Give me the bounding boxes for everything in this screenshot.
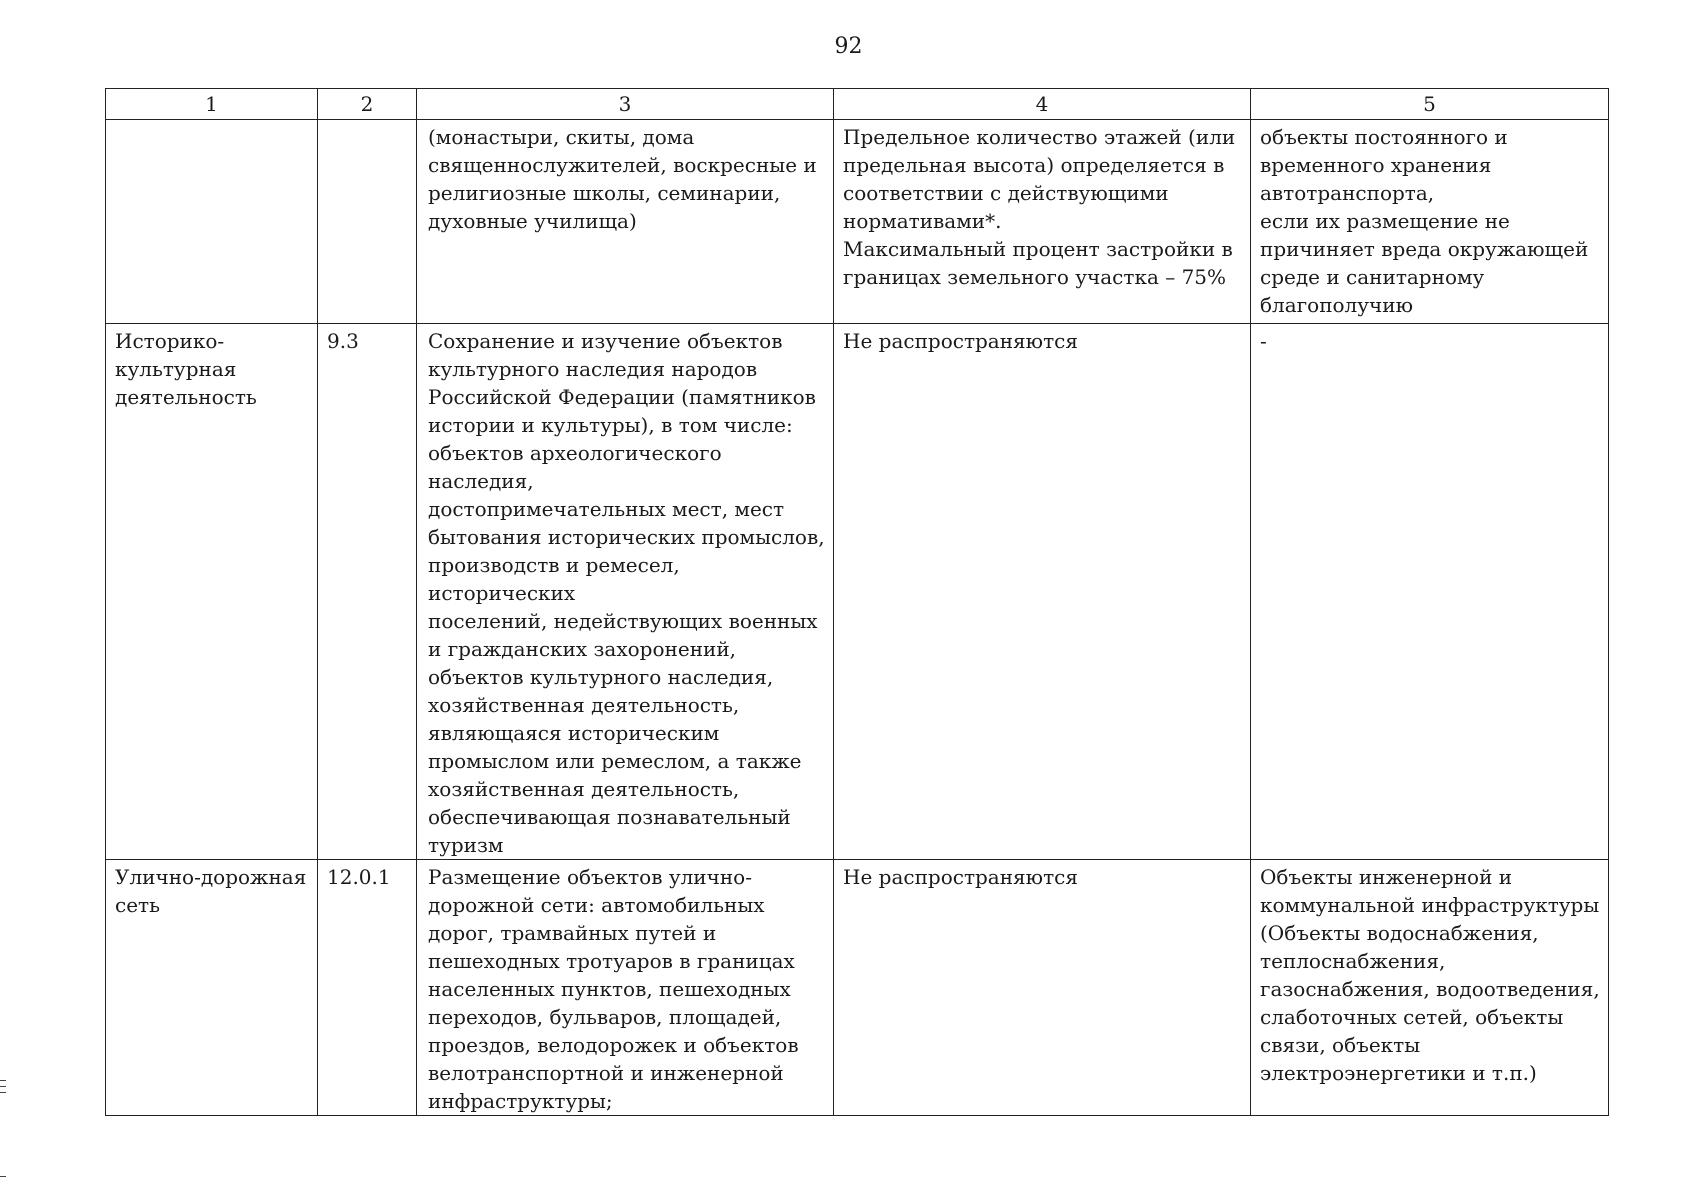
table-header-row bbox=[106, 89, 1609, 120]
cell-auxiliary-text: объекты постоянного и временного хранения автотранспорта, если их размещение не причиняет вреда окружающей среде и санитарному благополучию bbox=[1260, 125, 1589, 317]
cell-name bbox=[106, 860, 318, 1116]
cell-auxiliary bbox=[1251, 860, 1609, 1116]
cell-name bbox=[106, 120, 318, 324]
column-header-3: 3 bbox=[417, 89, 834, 120]
cell-auxiliary bbox=[1251, 324, 1609, 860]
column-header-4: 4 bbox=[834, 89, 1251, 120]
page-number: 92 bbox=[834, 34, 863, 59]
cell-description-text: (монастыри, скиты, дома священнослужителей, воскресные и религиозные школы, семинарии, духовные училища) bbox=[428, 125, 817, 233]
column-header-5: 5 bbox=[1251, 89, 1609, 120]
scan-margin-mark bbox=[0, 1080, 6, 1081]
cell-parameters-text: Не распространяются bbox=[843, 329, 1078, 353]
cell-auxiliary bbox=[1251, 120, 1609, 324]
table-row bbox=[106, 324, 1609, 860]
cell-auxiliary-text: - bbox=[1260, 329, 1267, 353]
cell-code bbox=[318, 120, 417, 324]
scan-margin-mark bbox=[0, 1086, 6, 1087]
cell-parameters bbox=[834, 120, 1251, 324]
cell-name-text: Историко- культурная деятельность bbox=[115, 329, 257, 409]
cell-auxiliary-text: Объекты инженерной и коммунальной инфраструктуры (Объекты водоснабжения, теплоснабжения, газоснабжения, водоотведения, слаботочных сетей, объекты связи, объекты электроэнергетики и т.п.) bbox=[1260, 865, 1600, 1085]
cell-description-text: Сохранение и изучение объектов культурного наследия народов Российской Федерации (памятников истории и культуры), в том числе: объектов археологического наследия, достопримечательных мест, мест бытования исторических промыслов, производств и ремесел, исторических поселений, недействующих военных и гражданских захоронений, объектов культурного наследия, хозяйственная деятельность, являющаяся историческим промыслом или ремеслом, а также хозяйственная деятельность, обеспечивающая познавательный туризм bbox=[428, 329, 825, 857]
table-row bbox=[106, 860, 1609, 1116]
cell-name-text: Улично-дорожная сеть bbox=[115, 865, 307, 917]
cell-parameters-text: Не распространяются bbox=[843, 865, 1078, 889]
cell-code bbox=[318, 860, 417, 1116]
table-row bbox=[106, 120, 1609, 324]
regulations-table bbox=[105, 88, 1609, 1116]
scan-margin-mark bbox=[0, 1092, 6, 1093]
cell-code-text: 12.0.1 bbox=[327, 865, 391, 889]
cell-name bbox=[106, 324, 318, 860]
cell-code bbox=[318, 324, 417, 860]
cell-description-text: Размещение объектов улично- дорожной сети: автомобильных дорог, трамвайных путей и пешеходных тротуаров в границах населенных пунктов, пешеходных переходов, бульваров, площадей, проездов, велодорожек и объектов велотранспортной и инженерной инфраструктуры; bbox=[428, 865, 799, 1113]
cell-description bbox=[417, 860, 834, 1116]
column-header-1: 1 bbox=[106, 89, 318, 120]
cell-parameters bbox=[834, 324, 1251, 860]
cell-description bbox=[417, 324, 834, 860]
scan-margin-mark bbox=[0, 1176, 6, 1177]
cell-code-text: 9.3 bbox=[327, 329, 359, 353]
column-header-2: 2 bbox=[318, 89, 417, 120]
cell-description bbox=[417, 120, 834, 324]
cell-parameters bbox=[834, 860, 1251, 1116]
cell-parameters-text: Предельное количество этажей (или предельная высота) определяется в соответствии с действующими нормативами*. Максимальный процент застройки в границах земельного участка – 75% bbox=[843, 125, 1236, 289]
